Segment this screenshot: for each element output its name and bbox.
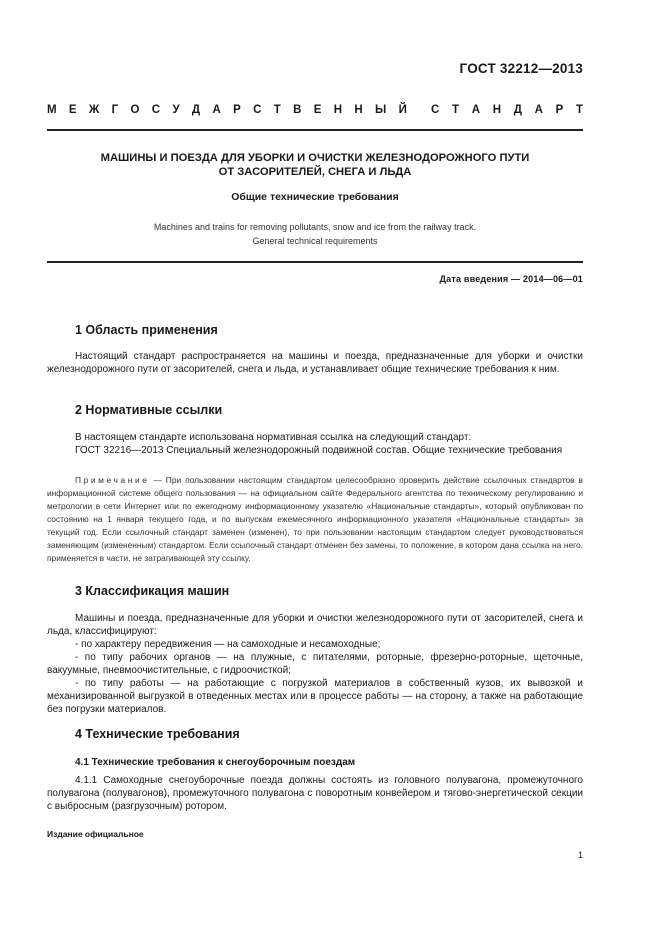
standard-word <box>431 104 583 116</box>
introduction-date: Дата введения — 2014—06—01 <box>439 274 583 284</box>
banner-letter: Г <box>111 104 119 116</box>
banner-letter: Н <box>492 104 502 116</box>
section-3-heading: 3 Классификация машин <box>75 584 230 598</box>
document-subtitle: Общие технические требования <box>231 191 399 203</box>
section-4-heading: 4 Технические требования <box>75 727 240 741</box>
section-4-1-1-text: 4.1.1 Самоходные снегоуборочные поезда должны состоять из головного полувагона, промежуточного полувагона (полувагонов), промежуточного полувагона с поворотным конвейером и тягово-энергетической секции с выбросным (разгрузочным) ротором. <box>47 775 583 813</box>
section-3-text: Машины и поезда, предназначенные для уборки и очистки железнодорожного пути от засорителей, снега и льда, классифицируют: <box>47 613 583 638</box>
banner-letter: Ж <box>88 104 100 116</box>
banner-letter: А <box>471 104 481 116</box>
banner-letter: Д <box>191 104 201 116</box>
title-line-1: МАШИНЫ И ПОЕЗДА ДЛЯ УБОРКИ И ОЧИСТКИ ЖЕЛЕЗНОДОРОЖНОГО ПУТИ <box>100 152 530 164</box>
interstate-standard-banner <box>47 104 583 116</box>
banner-letter: О <box>130 104 140 116</box>
english-title-line-2: General technical requirements <box>252 236 378 246</box>
banner-letter: У <box>172 104 180 116</box>
section-2-text-1: В настоящем стандарте использована нормативная ссылка на следующий стандарт: <box>75 432 472 443</box>
banner-letter: Р <box>233 104 241 116</box>
banner-letter: Е <box>313 104 322 116</box>
note-label: Примечание <box>75 475 150 485</box>
title-line-2: ОТ ЗАСОРИТЕЛЕЙ, СНЕГА И ЛЬДА <box>218 166 412 178</box>
banner-letter: М <box>47 104 57 116</box>
banner-letter: Ы <box>375 104 387 116</box>
banner-letter: В <box>293 104 302 116</box>
banner-letter: Т <box>273 104 281 116</box>
banner-letter: Т <box>575 104 583 116</box>
section-2-heading: 2 Нормативные ссылки <box>75 403 223 417</box>
banner-letter: Д <box>513 104 522 116</box>
banner-letter: Т <box>452 104 460 116</box>
section-2-note <box>47 474 583 565</box>
list-item: - по типу рабочих органов — на плужные, с питателями, роторные, фрезерно-роторные, щеточные, вакуумные, пневмоочистительные, с гидроочисткой; <box>47 652 583 677</box>
gost-code: ГОСТ 32212—2013 <box>459 61 583 76</box>
banner-letter: Н <box>354 104 363 116</box>
interstate-word <box>47 104 407 116</box>
banner-letter: А <box>534 104 543 116</box>
banner-letter: С <box>253 104 262 116</box>
banner-letter: С <box>151 104 161 116</box>
list-item: - по типу работы — на работающие с погрузкой материалов в собственный кузов, их вывозкой и механизированной выгрузкой в отведенных местах или в процессе работы — на сторону, а также на работающие без погрузки материалов. <box>47 678 583 716</box>
section-2-text-2: ГОСТ 32216—2013 Специальный железнодорожный подвижной состав. Общие технические требования <box>75 445 563 456</box>
banner-letter: С <box>431 104 440 116</box>
section-1-text: Настоящий стандарт распространяется на машины и поезда, предназначенные для уборки и очистки железнодорожного пути от засорителей, снега и льда, и устанавливает общие технические требования к ним. <box>47 351 583 376</box>
top-rule <box>47 129 583 131</box>
english-title <box>47 220 583 248</box>
banner-letter: А <box>212 104 221 116</box>
document-title <box>47 151 583 179</box>
english-title-line-1: Machines and trains for removing pollutants, snow and ice from the railway track. <box>153 222 477 232</box>
banner-letter: Е <box>68 104 77 116</box>
banner-letter: Р <box>555 104 564 116</box>
note-text: — При пользовании настоящим стандартом целесообразно проверить действие ссылочных стандартов в информационной системе общего пользования — на официальном сайте Федерального агентства по техническому регулированию и метрологии в сети Интернет или по ежегодному информационному указателю «Национальные стандарты», который опубликован по состоянию на 1 января текущего года, и по выпускам ежемесячного информационного указателя «Национальные стандарты» за текущий год. Если ссылочный стандарт заменен (изменен), то при пользовании настоящим стандартом следует руководствоваться заменяющим (измененным) стандартом. Если ссылочный стандарт отменен без замены, то положение, в котором дана ссылка на него, применяется в части, не затрагивающей эту ссылку. <box>47 475 583 563</box>
list-item: - по характеру передвижения — на самоходные и несамоходные; <box>75 639 381 650</box>
banner-letter: Й <box>398 104 407 116</box>
section-1-heading: 1 Область применения <box>75 323 218 337</box>
middle-rule <box>47 261 583 263</box>
banner-letter: Н <box>333 104 343 116</box>
page-number: 1 <box>577 850 583 860</box>
section-4-1-heading: 4.1 Технические требования к снегоуборочным поездам <box>75 757 356 768</box>
official-edition-label: Издание официальное <box>47 829 144 839</box>
